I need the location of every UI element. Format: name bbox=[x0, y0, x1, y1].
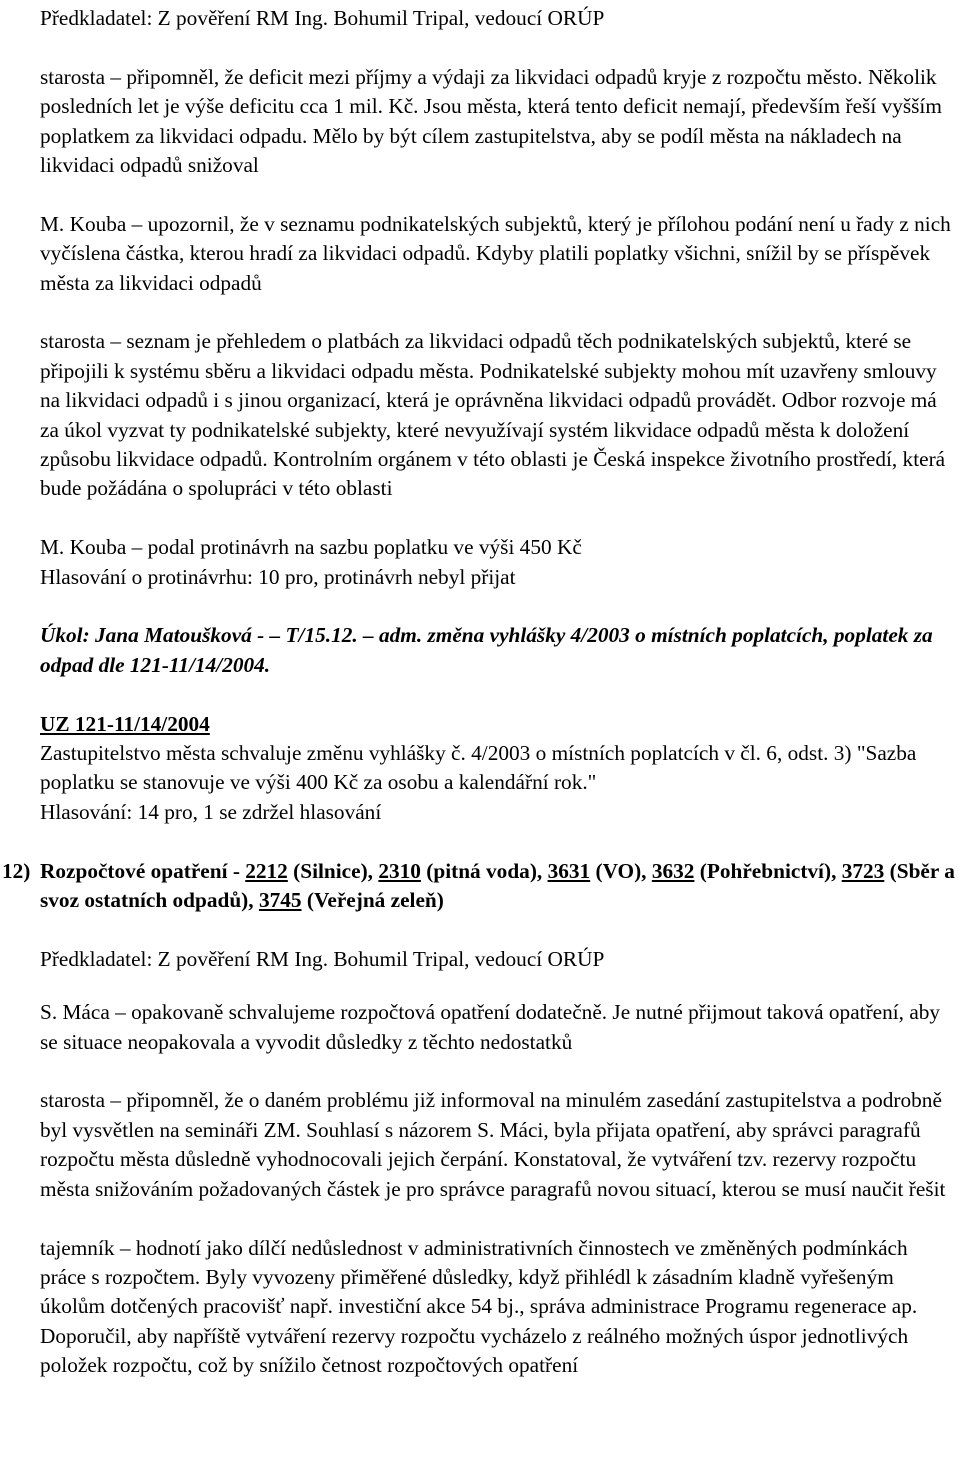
resolution-text: Zastupitelstvo města schvaluje změnu vyhlášky č. 4/2003 o místních poplatcích v čl. 6, odst. 3) "Sazba poplatku se stanovuje ve výši 400 Kč za osobu a kalendářní rok." bbox=[40, 741, 917, 795]
resolution-vote: Hlasování: 14 pro, 1 se zdržel hlasování bbox=[40, 799, 382, 824]
budget-name: (VO), bbox=[590, 858, 652, 883]
budget-code: 3745 bbox=[258, 888, 302, 913]
budget-code: 2310 bbox=[378, 858, 421, 883]
paragraph-starosta-list: starosta – seznam je přehledem o platbách za likvidaci odpadů těch podnikatelských subjektů, které se připojili k systému sběru a likvidaci odpadu města. Podnikatelské subjekty mohou mít uzavřeny smlouvy na likvidaci odpadů i s jinou organizací, která je oprávněna likvidaci odpadů provádět. Odbor rozvoje má za úkol vyzvat ty podnikatelské subjekty, které nevyužívají systém likvidace odpadů města k doložení způsobu likvidace odpadů. Kontrolním orgánem v této oblasti je Česká inspekce životního prostředí, která bude požádána o spolupráci v této oblasti bbox=[40, 329, 946, 501]
agenda-item-number: 12) bbox=[2, 858, 31, 883]
paragraph-kouba-remark: M. Kouba – upozornil, že v seznamu podnikatelských subjektů, který je přílohou podání není u řady z nich vyčíslena částka, kterou hradí za likvidaci odpadů. Kdyby platili poplatky všichni, snížil by se příspěvek města za likvidaci odpadů bbox=[40, 211, 951, 295]
budget-name: (Veřejná zeleň) bbox=[301, 888, 444, 913]
budget-code: 2212 bbox=[245, 858, 288, 883]
budget-name: (Pohřebnictví), bbox=[694, 858, 842, 883]
resolution-heading: UZ 121-11/14/2004 bbox=[40, 711, 210, 736]
budget-name: (pitná voda), bbox=[420, 858, 548, 883]
paragraph-tajemnik: tajemník – hodnotí jako dílčí nedůslednost v administrativních činnostech ve změněných podmínkách práce s rozpočtem. Byly vyvozeny přiměřené důsledky, když přihlédl k zásadním kladně vyřešeným úkolům dotčených pracovišť např. investiční akce 54 bj., správa administrace Programu regenerace ap. Doporučil, aby napříště vytváření rezervy rozpočtu vycházelo z reálného možných úspor jednotlivých položek rozpočtu, což by snížilo četnost rozpočtových opatření bbox=[40, 1235, 918, 1378]
vote-counterproposal: Hlasování o protinávrhu: 10 pro, protinávrh nebyl přijat bbox=[40, 564, 516, 589]
budget-code: 3723 bbox=[841, 858, 885, 883]
agenda-item-title bbox=[40, 859, 955, 912]
submitter-line-2: Předkladatel: Z pověření RM Ing. Bohumil Tripal, vedoucí ORÚP bbox=[40, 946, 605, 971]
task-line: Úkol: Jana Matoušková - – T/15.12. – adm. změna vyhlášky 4/2003 o místních poplatcích, poplatek za odpad dle 121-11/14/2004. bbox=[40, 623, 933, 677]
paragraph-maca: S. Máca – opakovaně schvalujeme rozpočtová opatření dodatečně. Je nutné přijmout taková opatření, aby se situace neopakovala a vyvodit důsledky z těchto nedostatků bbox=[40, 1000, 941, 1054]
document-page bbox=[2, 4, 958, 1381]
budget-code: 3631 bbox=[547, 858, 591, 883]
agenda-item-prefix: Rozpočtové opatření - bbox=[40, 858, 246, 883]
budget-name: (Sběr a svoz ostatních odpadů), bbox=[40, 858, 955, 913]
agenda-item-12 bbox=[2, 857, 958, 916]
budget-code: 3632 bbox=[651, 858, 695, 883]
paragraph-kouba-counterproposal: M. Kouba – podal protinávrh na sazbu poplatku ve výši 450 Kč bbox=[40, 535, 582, 560]
paragraph-starosta-seminar: starosta – připomněl, že o daném problému již informoval na minulém zasedání zastupitelstva a podrobně byl vysvětlen na semináři ZM. Souhlasí s názorem S. Máci, byla přijata opatření, aby správci paragrafů rozpočtu města důsledně vyhodnocovali jejich čerpání. Konstatoval, že vytváření tzv. rezervy rozpočtu města snižováním požadovaných částek je pro správce paragrafů novou situací, kterou se musí naučit řešit bbox=[40, 1088, 946, 1201]
budget-name: (Silnice), bbox=[287, 858, 379, 883]
submitter-line: Předkladatel: Z pověření RM Ing. Bohumil Tripal, vedoucí ORÚP bbox=[40, 6, 605, 30]
paragraph-starosta-deficit: starosta – připomněl, že deficit mezi příjmy a výdaji za likvidaci odpadů kryje z rozpočtu město. Několik posledních let je výše deficitu cca 1 mil. Kč. Jsou města, která tento deficit nemají, především řeší vyšším poplatkem za likvidaci odpadu. Mělo by být cílem zastupitelstva, aby se podíl města na nákladech na likvidaci odpadů snižoval bbox=[40, 64, 942, 178]
